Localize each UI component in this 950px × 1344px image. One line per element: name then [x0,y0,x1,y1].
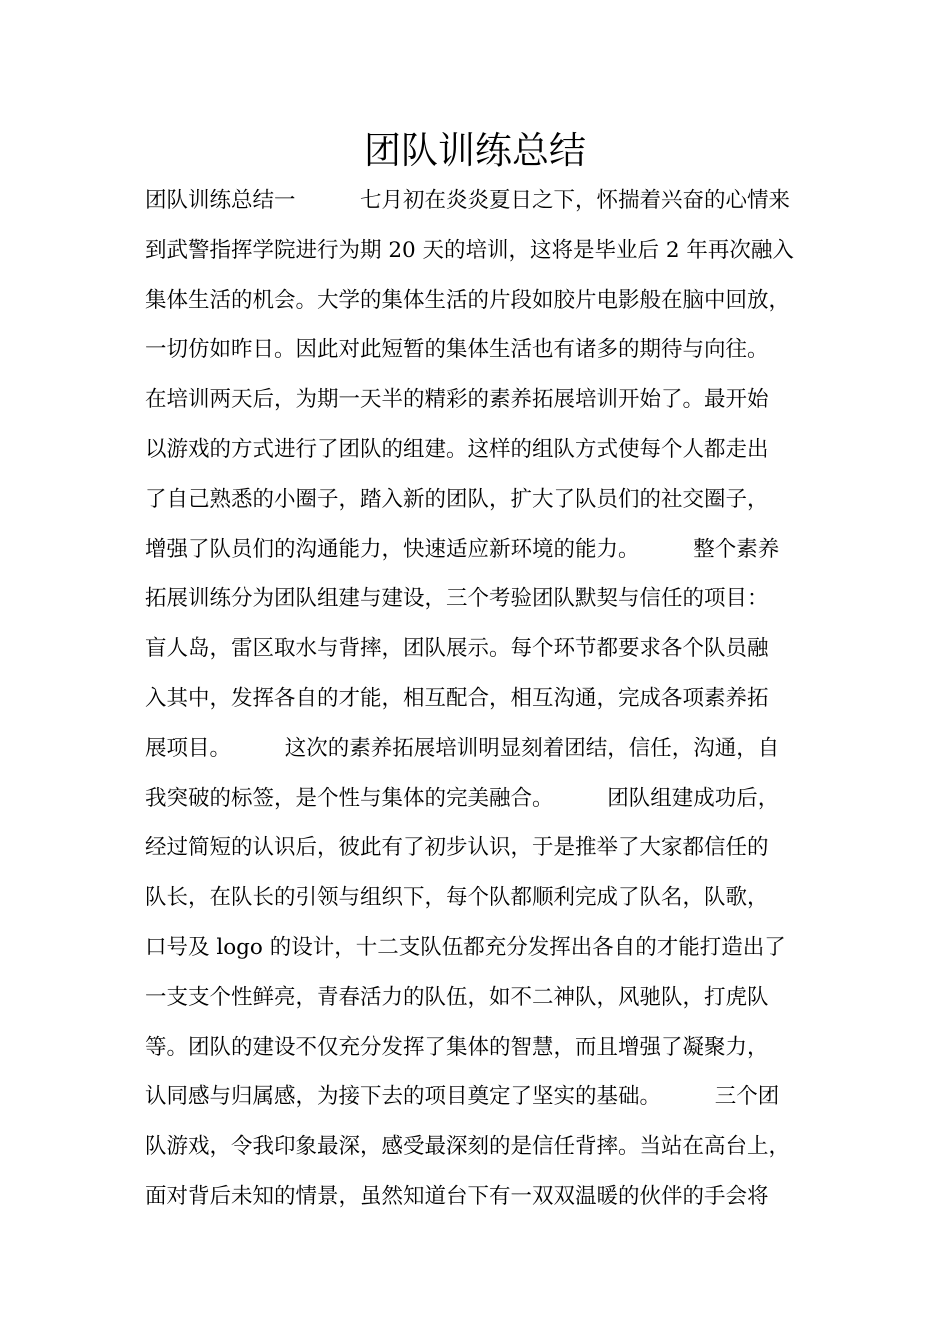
body-line: 队游戏，令我印象最深，感受最深刻的是信任背摔。当站在高台上， [145,1134,791,1160]
body-line: 了自己熟悉的小圈子，踏入新的团队，扩大了队员们的社交圈子， [145,486,769,512]
body-line: 盲人岛，雷区取水与背摔，团队展示。每个环节都要求各个队员融 [145,636,769,662]
body-line: 等。团队的建设不仅充分发挥了集体的智慧，而且增强了凝聚力， [145,1034,769,1060]
body-line: 一支支个性鲜亮，青春活力的队伍，如不二神队，风驰队，打虎队 [145,984,769,1010]
body-line: 展项目。 这次的素养拓展培训明显刻着团结，信任，沟通，自 [145,735,780,761]
body-line: 集体生活的机会。大学的集体生活的片段如胶片电影般在脑中回放， [145,287,791,313]
body-line: 面对背后未知的情景，虽然知道台下有一双双温暖的伙伴的手会将 [145,1183,769,1209]
body-line: 增强了队员们的沟通能力，快速适应新环境的能力。 整个素养 [145,536,780,562]
body-line: 一切仿如昨日。因此对此短暂的集体生活也有诸多的期待与向往。 [145,337,769,363]
body-line: 经过简短的认识后，彼此有了初步认识，于是推举了大家都信任的 [145,835,769,861]
body-line: 认同感与归属感，为接下去的项目奠定了坚实的基础。 三个团 [145,1084,780,1110]
body-line: 入其中，发挥各自的才能，相互配合，相互沟通，完成各项素养拓 [145,685,769,711]
body-line: 在培训两天后，为期一天半的精彩的素养拓展培训开始了。最开始 [145,387,769,413]
body-line: 拓展训练分为团队组建与建设，三个考验团队默契与信任的项目： [145,586,769,612]
document-title: 团队训练总结 [364,129,586,172]
body-line: 我突破的标签，是个性与集体的完美融合。 团队组建成功后， [145,785,780,811]
body-line: 口号及 logo 的设计，十二支队伍都充分发挥出各自的才能打造出了 [145,934,786,960]
body-line: 到武警指挥学院进行为期 20 天的培训，这将是毕业后 2 年再次融入 [145,237,794,263]
body-line: 以游戏的方式进行了团队的组建。这样的组队方式使每个人都走出 [145,436,769,462]
body-line: 团队训练总结一 七月初在炎炎夏日之下，怀揣着兴奋的心情来 [145,188,791,213]
document-body [145,176,825,1222]
body-line: 队长，在队长的引领与组织下，每个队都顺利完成了队名，队歌， [145,885,769,911]
